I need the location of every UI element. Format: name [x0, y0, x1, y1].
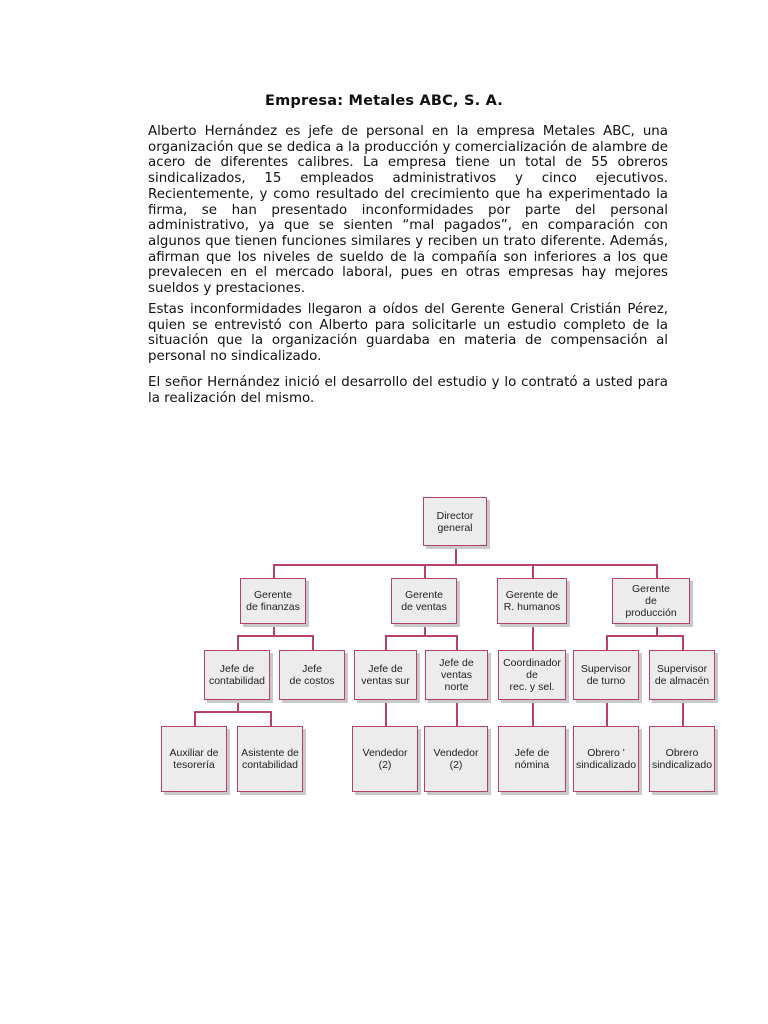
connector-line: [385, 635, 387, 650]
connector-line: [273, 564, 657, 566]
connector-line: [532, 564, 534, 578]
connector-line: [532, 624, 534, 650]
org-box-obrero-almacen: Obrero sindicalizado: [649, 726, 715, 792]
connector-line: [385, 635, 457, 637]
connector-line: [532, 700, 534, 726]
org-box-jefe-ventas-sur: Jefe de ventas sur: [354, 650, 417, 700]
connector-line: [682, 700, 684, 726]
org-box-obrero-turno: Obrero ' sindicalizado: [573, 726, 639, 792]
org-box-supervisor-turno: Supervisor de turno: [573, 650, 639, 700]
connector-line: [385, 700, 387, 726]
org-box-coordinador: Coordinador de rec. y sel.: [498, 650, 566, 700]
org-box-director-general: Director general: [423, 497, 487, 546]
connector-line: [424, 564, 426, 578]
connector-line: [237, 635, 313, 637]
connector-line: [606, 700, 608, 726]
connector-line: [312, 635, 314, 650]
paragraph-1: Alberto Hernández es jefe de personal en la empresa Metales ABC, una organización que se dedica a la producción y comercialización de alambre de acero de diferentes calibres. La empresa tiene un total de 55 obreros sindicalizados, 15 empleados administrativos y cinco ejecutivos. Recientemente, y como resultado del crecimiento que ha experimentado la firma, se han presentado inconformidades por parte del personal administrativo, ya que se sienten “mal pagados”, en comparación con algunos que tienen funciones similares y reciben un trato diferente. Además, afirman que los niveles de sueldo de la compañía son inferiores a los que prevalecen en el mercado laboral, pues en otras empresas hay mejores sueldos y prestaciones.: [148, 124, 668, 297]
org-box-gerente-ventas: Gerente de ventas: [391, 578, 457, 624]
connector-line: [682, 635, 684, 650]
connector-line: [455, 546, 457, 565]
org-box-gerente-rh: Gerente de R. humanos: [497, 578, 567, 624]
org-box-supervisor-almacen: Supervisor de almacén: [649, 650, 715, 700]
connector-line: [237, 635, 239, 650]
org-box-asistente-contabilidad: Asistente de contabilidad: [237, 726, 303, 792]
connector-line: [606, 635, 683, 637]
org-box-gerente-produccion: Gerente de producción: [612, 578, 690, 624]
connector-line: [270, 711, 272, 726]
org-box-jefe-contabilidad: Jefe de contabilidad: [204, 650, 270, 700]
org-box-vendedor-sur: Vendedor (2): [352, 726, 418, 792]
page-title: Empresa: Metales ABC, S. A.: [265, 93, 503, 109]
connector-line: [456, 635, 458, 650]
org-box-jefe-nomina: Jefe de nómina: [498, 726, 566, 792]
connector-line: [656, 564, 658, 578]
connector-line: [606, 635, 608, 650]
connector-line: [456, 700, 458, 726]
connector-line: [273, 564, 275, 578]
org-box-jefe-ventas-norte: Jefe de ventas norte: [425, 650, 488, 700]
connector-line: [194, 711, 271, 713]
connector-line: [194, 711, 196, 726]
org-box-vendedor-norte: Vendedor (2): [424, 726, 488, 792]
org-box-gerente-finanzas: Gerente de finanzas: [240, 578, 306, 624]
paragraph-2: Estas inconformidades llegaron a oídos del Gerente General Cristián Pérez, quien se entrevistó con Alberto para solicitarle un estudio completo de la situación que la organización guardaba en materia de compensación al personal no sindicalizado.: [148, 302, 668, 365]
org-box-auxiliar-tesoreria: Auxiliar de tesorería: [161, 726, 227, 792]
paragraph-3: El señor Hernández inició el desarrollo del estudio y lo contrató a usted para la realización del mismo.: [148, 375, 668, 406]
org-box-jefe-costos: Jefe de costos: [279, 650, 345, 700]
